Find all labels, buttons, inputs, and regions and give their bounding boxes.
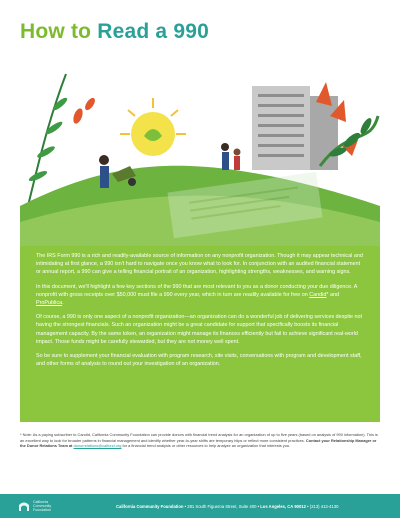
intro-paragraph-2-and: and — [329, 291, 339, 298]
candid-link[interactable]: Candid — [309, 291, 327, 298]
page-title — [20, 20, 209, 48]
footer-city: Los Angeles, CA 90012 — [260, 503, 306, 509]
intro-paragraph-3: Of course, a 990 is only one aspect of a nonprofit organization—an organization can do a wonderful job of delivering services despite not having the strongest financials. Such an organization might be a great candidate for support that specifically boosts its financial management capacity. By the same token, an organization might manage its finances efficiently but fail to achieve significant real-world impact. Those funds might be carefully stewarded, but they are not money well spent. — [36, 314, 363, 345]
footnote-text: * Note: As a paying subscriber to Candid, California Community Foundation can provide donors with financial trend analysis for an organization of up to five years (based on analysis of 990 information). This is an excellent way to look for broader patterns in financial management and identify whether year-to-year shifts are temporary blips or reflect more consistent practices. — [20, 432, 378, 443]
foundation-logo-text: California Community Foundation — [33, 500, 52, 512]
footnote-contact: Contact your Relationship Manager or the Donor Relations Team at — [20, 437, 377, 449]
footer-address: • 281 South Figueroa Street, Suite 400 • — [184, 503, 260, 509]
footnote-tail: for a financial trend analysis or other resources to help analyze an organization that interests you. — [122, 443, 291, 449]
donor-relations-email-link[interactable]: donorrelations@calfund.org — [73, 443, 122, 449]
footer-contact-info — [116, 504, 338, 509]
foundation-logo — [18, 500, 78, 512]
footer-phone: • (213) 413-4130 — [307, 503, 339, 509]
footer-org-name: California Community Foundation — [116, 503, 184, 509]
propublica-link[interactable]: ProPublica — [36, 300, 63, 307]
intro-paragraph-1: The IRS Form 990 is a rich and readily-available source of information on any nonprofit organization. Though it may appear technical and intimidating at first glance, a 990 isn't hard to navigate once you know what to look for. In conjunction with an audited financial statement or annual report, a 990 can give a telling financial portrait of an organization, highlighting strengths, weaknesses, and warning signs. — [36, 253, 363, 276]
footer-bar — [0, 494, 400, 518]
intro-panel — [20, 246, 380, 422]
hero-illustration-art — [20, 56, 380, 246]
intro-paragraph-2: In this document, we'll highlight a few key sections of the 990 that are most relevant to you as a donor conducting your due diligence. A nonprofit with gross receipts over $50,000 must file a 990 every year, which in turn are readily available for free on Candid* and ProPublica. — [36, 283, 358, 307]
foundation-logo-icon — [18, 500, 30, 512]
intro-paragraph-2-text: In this document, we'll highlight a few key sections of the 990 that are most relevant to you as a donor conducting your due diligence. A nonprofit with gross receipts over $50,000 must file a 990 every year, which in turn are readily available for free on — [36, 283, 358, 298]
footnote — [20, 432, 380, 449]
intro-paragraph-4: So be sure to supplement your financial evaluation with program research, site visits, conversations with program and development staff, and other forms of analysis to round out your investigation of an organization. — [36, 353, 362, 368]
title-main: Read a 990 — [97, 20, 209, 43]
hero-illustration — [20, 56, 380, 246]
title-lead: How to — [20, 20, 92, 43]
